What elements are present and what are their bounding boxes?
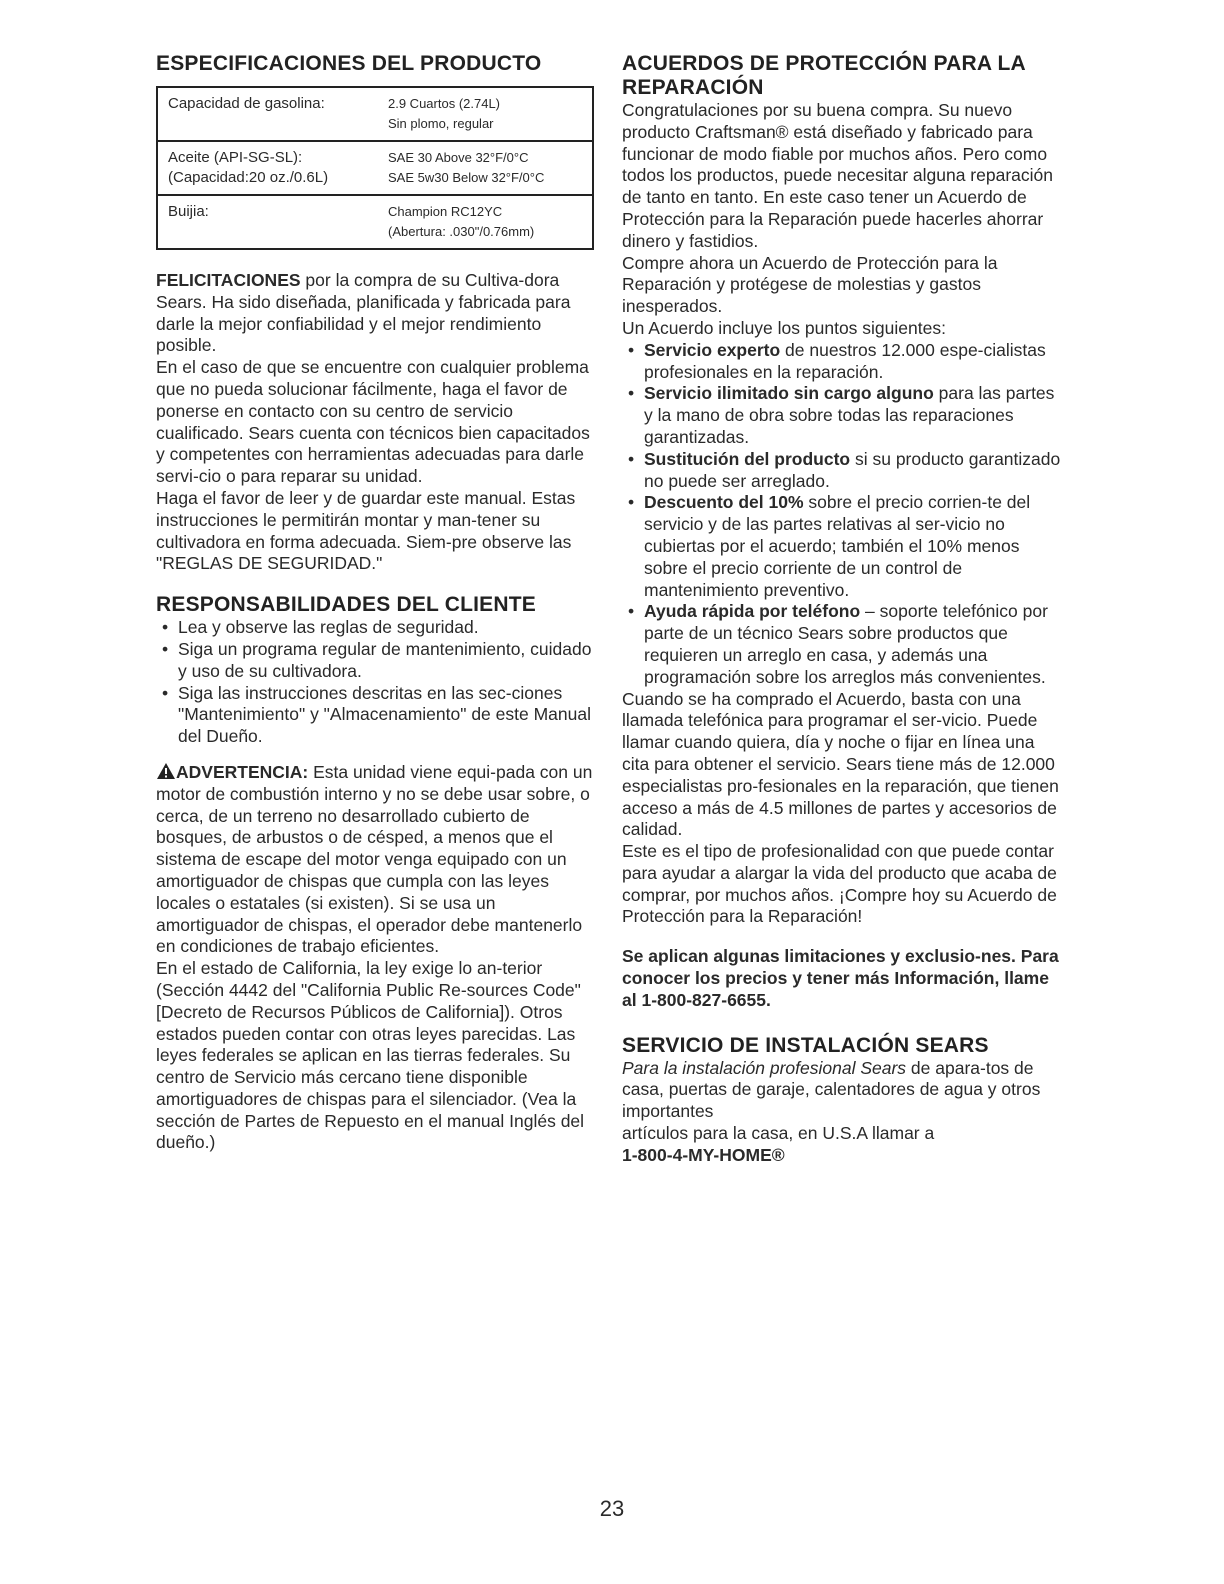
spec-label-secondary: (Capacidad:20 oz./0.6L) [168, 169, 329, 186]
intro-paragraph: FELICITACIONES por la compra de su Cultiva-dora Sears. Ha sido diseñada, planificada y fabricada para darle la mejor confiabilidad y el mejor rendimiento posible. [156, 270, 571, 356]
spec-label: Buijia: [168, 203, 209, 220]
spec-value: Champion RC12YC [388, 204, 503, 219]
spec-value-secondary: SAE 5w30 Below 32°F/0°C [388, 170, 545, 185]
spec-label: Aceite (API-SG-SL): [168, 149, 303, 166]
intro-paragraph: En el caso de que se encuentre con cualquier problema que no pueda solucionar fácilmente, haga el favor de ponerse en contacto con su centro de servicio cualificado. Sears cuenta con técnicos bien capacitados y competentes con herramientas adecuadas para darle servi-cio o para reparar su unidad. [156, 357, 590, 487]
responsibilities-list [156, 617, 594, 748]
agreements-paragraph: Compre ahora un Acuerdo de Protección para la Reparación y protégese de molestias y gastos inesperados. [622, 252, 998, 317]
spec-value-secondary: (Abertura: .030"/0.76mm) [388, 224, 535, 239]
spec-label: Capacidad de gasolina: [168, 95, 325, 112]
spec-row [158, 142, 592, 196]
list-item: • Sustitución del producto si su producto garantizado no puede ser arreglado. [622, 449, 1062, 493]
agreements-paragraph: Este es el tipo de profesionalidad con que puede contar para ayudar a alargar la vida del producto que acaba de comprar, por muchos años. ¡Compre hoy su Acuerdo de Protección para la Reparación! [622, 841, 1057, 927]
right-column [622, 52, 1062, 1167]
responsibilities-title: RESPONSABILIDADES DEL CLIENTE [156, 593, 536, 617]
list-item: • Siga un programa regular de mantenimiento, cuidado y uso de su cultivadora. [156, 639, 594, 683]
list-item: • Lea y observe las reglas de seguridad. [156, 617, 594, 639]
warning-paragraph: ADVERTENCIA: Esta unidad viene equi-pada con un motor de combustión interno y no se debe usar sobre, o cerca, de un terreno no desarrollado cubierto de bosques, de arbustos o de césped, a menos que el sistema de escape del motor venga equipado con un amortiguador de chispas que cumpla con las leyes locales o estatales (si existen). Si se usa un amortiguador de chispas, el operador debe mantenerlo en condiciones de trabajo eficientes. [156, 761, 593, 957]
left-column [156, 52, 594, 1154]
warning-label: ADVERTENCIA: [176, 761, 309, 782]
list-item: • Descuento del 10% sobre el precio corrien-te del servicio y de las partes relativas al ser-vicio no cubiertas por el acuerdo; también el 10% menos sobre el precio corriente de un control de mantenimiento preventivo. [622, 492, 1062, 601]
agreements-paragraph: Cuando se ha comprado el Acuerdo, basta con una llamada telefónica para programar el ser-vicio. Puede llamar cuando quiera, día y noche o fijar en línea una cita para obtener el servicio. Sears tiene más de 12.000 especialistas pro-fesionales en la reparación, que tienen acceso a más de 4.5 millones de partes y accesorios de calidad. [622, 688, 1059, 840]
list-item: • Servicio experto de nuestros 12.000 espe-cialistas profesionales en la reparación. [622, 340, 1062, 384]
installation-paragraph: artículos para la casa, en U.S.A llamar a [622, 1123, 935, 1144]
page-number: 23 [599, 1496, 625, 1521]
intro-paragraph: Haga el favor de leer y de guardar este manual. Estas instrucciones le permitirán montar y man-tener su cultivadora en forma adecuada. Siem-pre observe las "REGLAS DE SEGURIDAD." [156, 487, 576, 574]
spec-value: SAE 30 Above 32°F/0°C [388, 150, 529, 165]
agreements-paragraph: Congratulaciones por su buena compra. Su nuevo producto Craftsman® está diseñado y fabricado para funcionar de modo fiable por muchos años. Pero como todos los productos, puede necesitar alguna reparación de tanto en tanto. En este caso tener un Acuerdo de Protección para la Reparación puede hacerles ahorrar dinero y fastidios. [622, 100, 1053, 251]
specs-title: ESPECIFICACIONES DEL PRODUCTO [156, 52, 542, 75]
agreements-list [622, 340, 1062, 689]
spec-row [158, 88, 592, 142]
agreements-title: ACUERDOS DE PROTECCIÓN PARA LA REPARACIÓN [622, 52, 1026, 99]
list-item: • Siga las instrucciones descritas en las sec-ciones "Mantenimiento" y "Almacenamiento" de este Manual del Dueño. [156, 683, 594, 748]
warning-paragraph: En el estado de California, la ley exige lo an-terior (Sección 4442 del "California Public Re-sources Code" [Decreto de Recursos Públicos de California]). Otros estados pueden contar con otras leyes parecidas. Las leyes federales se aplican en las tierras federales. Su centro de Servicio más cercano tiene disponible amortiguadores de chispas para el silenciador. (Vea la sección de Partes de Repuesto en el manual Inglés del dueño.) [156, 958, 585, 1153]
list-item: • Ayuda rápida por teléfono – soporte telefónico por parte de un técnico Sears sobre productos que requieren un arreglo en casa, y además una programación sobre los arreglos más convenientes. [622, 601, 1062, 688]
list-item: • Servicio ilimitado sin cargo alguno para las partes y la mano de obra sobre todas las reparaciones garantizadas. [622, 383, 1062, 448]
spec-value: 2.9 Cuartos (2.74L) [388, 96, 501, 111]
spec-row [158, 196, 592, 248]
agreements-note: Se aplican algunas limitaciones y exclusio-nes. Para conocer los precios y tener más Información, llame al 1-800-827-6655. [622, 946, 1059, 1010]
installation-phone: 1-800-4-MY-HOME® [622, 1144, 785, 1165]
installation-paragraph: Para la instalación profesional Sears de apara-tos de casa, puertas de garaje, calentadores de agua y otros importantes [622, 1057, 1041, 1122]
specs-table [156, 86, 594, 250]
warning-icon [156, 762, 176, 780]
spec-value-secondary: Sin plomo, regular [388, 116, 494, 131]
intro-lead: FELICITACIONES [156, 270, 301, 290]
installation-title: SERVICIO DE INSTALACIÓN SEARS [622, 1033, 989, 1057]
agreements-paragraph: Un Acuerdo incluye los puntos siguientes: [622, 317, 946, 338]
